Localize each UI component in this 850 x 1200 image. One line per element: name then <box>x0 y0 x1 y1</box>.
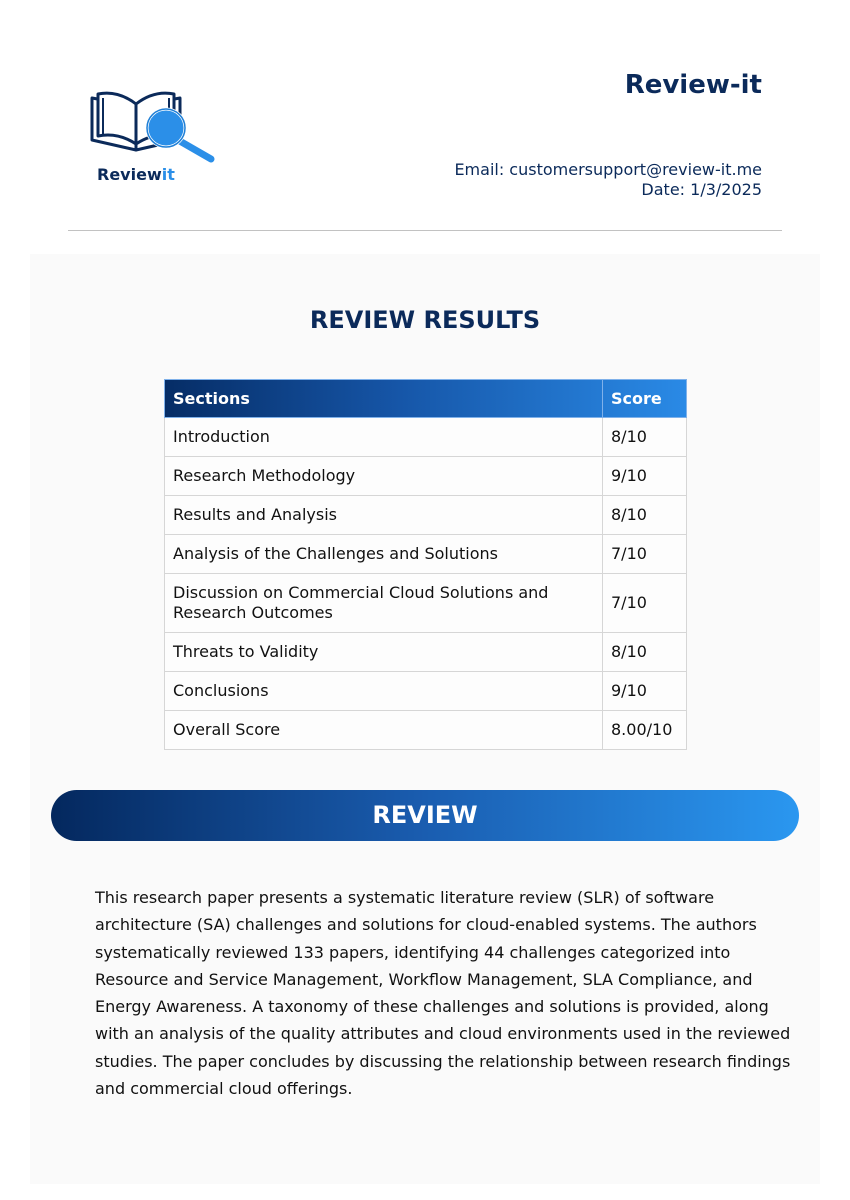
table-row <box>165 457 687 496</box>
content-panel <box>30 254 820 1184</box>
reviewit-logo <box>88 88 218 188</box>
section-score: 7/10 <box>603 574 687 633</box>
section-score: 9/10 <box>603 457 687 496</box>
overall-score-row <box>165 711 687 750</box>
overall-score-label: Overall Score <box>165 711 603 750</box>
table-row <box>165 672 687 711</box>
section-name: Research Methodology <box>165 457 603 496</box>
overall-score-value: 8.00/10 <box>603 711 687 750</box>
section-name: Discussion on Commercial Cloud Solutions and Research Outcomes <box>165 574 603 633</box>
table-row <box>165 535 687 574</box>
table-row <box>165 574 687 633</box>
section-name: Analysis of the Challenges and Solutions <box>165 535 603 574</box>
table-row <box>165 418 687 457</box>
column-header-sections: Sections <box>165 380 603 418</box>
section-name: Conclusions <box>165 672 603 711</box>
review-banner: REVIEW <box>51 790 799 841</box>
column-header-score: Score <box>603 380 687 418</box>
table-row <box>165 633 687 672</box>
scores-table <box>164 379 687 750</box>
section-score: 8/10 <box>603 418 687 457</box>
contact-info <box>454 160 762 200</box>
review-summary: This research paper presents a systematic literature review (SLR) of software architecture (SA) challenges and solutions for cloud-enabled systems. The authors systematically reviewed 133 papers, identifying 44 challenges categorized into Resource and Service Management, Workflow Management, SLA Compliance, and Energy Awareness. A taxonomy of these challenges and solutions is provided, along with an analysis of the quality attributes and cloud environments used in the reviewed studies. The paper concludes by discussing the relationship between research findings and commercial cloud offerings. <box>95 888 791 1099</box>
header-divider <box>68 230 782 231</box>
document-date: Date: 1/3/2025 <box>641 180 762 199</box>
book-magnifier-icon <box>88 88 218 166</box>
section-name: Threats to Validity <box>165 633 603 672</box>
logo-wordmark-accent: it <box>161 165 175 184</box>
logo-wordmark <box>97 165 175 184</box>
logo-wordmark-main: Review <box>97 165 162 184</box>
section-name: Introduction <box>165 418 603 457</box>
brand-title: Review-it <box>624 70 762 100</box>
section-score: 7/10 <box>603 535 687 574</box>
scores-table-header <box>165 380 687 418</box>
section-score: 8/10 <box>603 496 687 535</box>
contact-email: Email: customersupport@review-it.me <box>454 160 762 179</box>
table-row <box>165 496 687 535</box>
section-name: Results and Analysis <box>165 496 603 535</box>
section-score: 9/10 <box>603 672 687 711</box>
section-score: 8/10 <box>603 633 687 672</box>
review-results-title: REVIEW RESULTS <box>309 306 541 334</box>
